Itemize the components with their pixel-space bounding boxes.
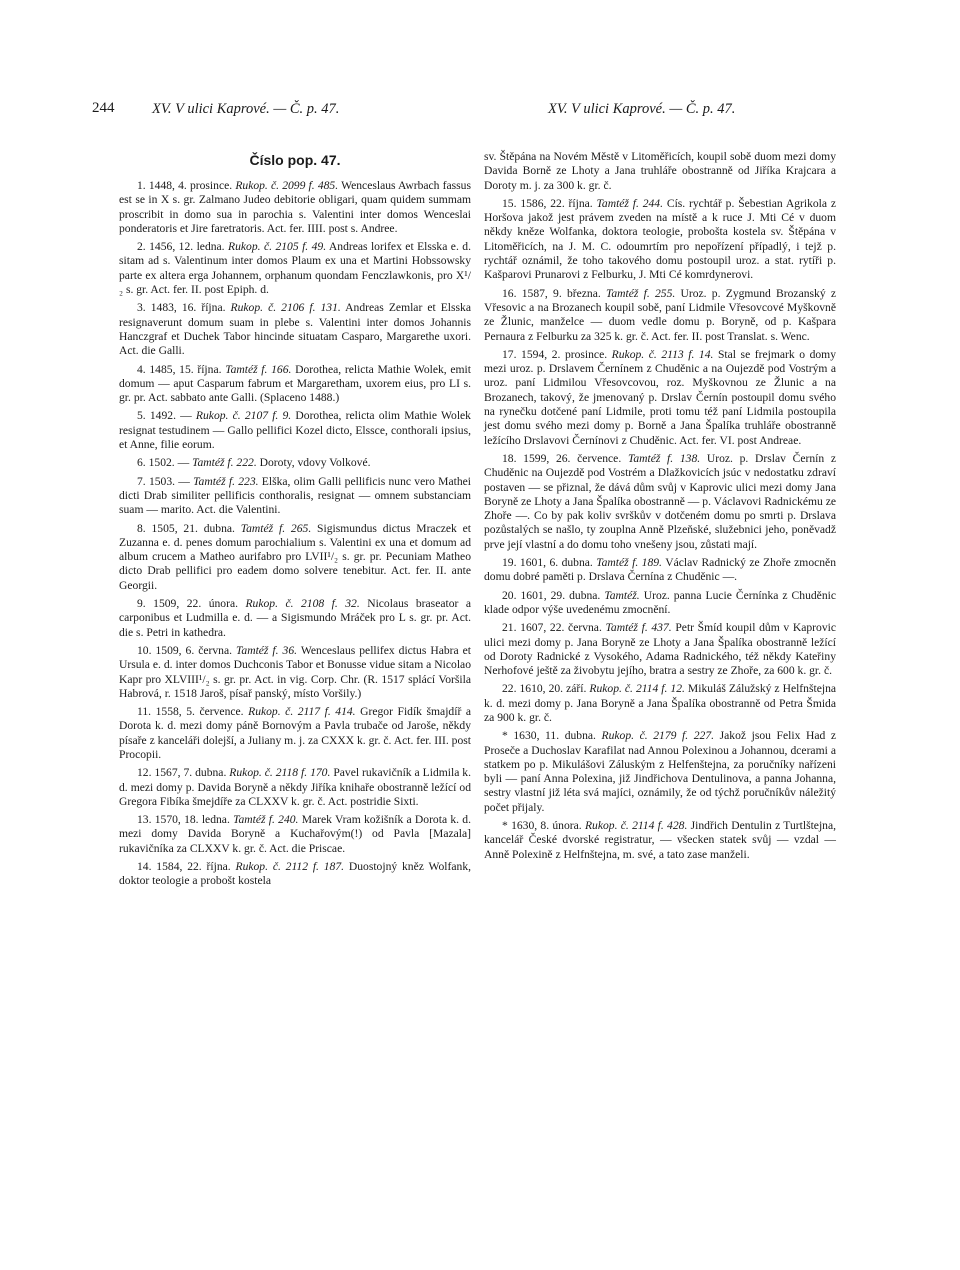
entry-text: Elška, olim Galli pellificis nunc vero Mathei dicti Drab similiter pellificis conthoralis, resignat — omnem substanciam suam — marito. Act. die Valentini. xyxy=(119,474,471,517)
entry-source: Rukop. č. 2112 f. 187. xyxy=(235,860,345,874)
entry-date: 18. 1599, 26. července. xyxy=(502,451,628,465)
page-number: 244 xyxy=(92,100,115,116)
entry-text: Cís. rychtář p. Šebestian Agrikola z Horšova jakož jest právem zveden na místě a k ruce J. Mti Cé v duom někdy kněze Wolfanka, doktora teologie, probošta kostela sv. Štěpána v Litoměřicích, na J. M. C. odoumrtím pro nepořízení případlý, i tejž p. rychtář oznámil, že toho takového domu postoupil uroz. a stat. rytíři p. Kašparovi Prunarovi z Felburku, J. Mti Cé komrdynerovi. xyxy=(484,196,837,282)
record-entry xyxy=(119,705,471,762)
entry-source: Rukop. č. 2113 f. 14. xyxy=(611,347,714,361)
entry-source: Rukop. č. 2107 f. 9. xyxy=(195,409,292,423)
entry-date: 2. 1456, 12. ledna. xyxy=(137,240,229,254)
entry-text: Andreas Zemlar et Elsska resignaverunt domum suam in plebe s. Valentini inter domos Johannis Hanczgraf et Duchek Tabor hincinde situatam Casparo, Margarethe uxori. Act. die Galli. xyxy=(119,301,471,358)
entry-date: 19. 1601, 6. dubna. xyxy=(502,556,597,570)
right-column xyxy=(484,150,836,866)
entry-source: Tamtéž f. 265. xyxy=(240,521,312,535)
record-entry xyxy=(119,301,471,358)
record-entry xyxy=(119,522,471,593)
entry-source: Tamtéž f. 255. xyxy=(605,286,676,300)
record-entry xyxy=(119,363,471,406)
record-entry xyxy=(119,766,471,809)
entry-date: 11. 1558, 5. července. xyxy=(137,705,249,719)
record-entry xyxy=(484,589,836,618)
record-entry xyxy=(119,813,471,856)
entry-date: 20. 1601, 29. dubna. xyxy=(502,588,605,602)
entry-date: 21. 1607, 22. června. xyxy=(502,621,606,635)
entry-source: Tamtéž f. 222. xyxy=(192,456,257,470)
entry-text: Marek Vram kožišník a Dorota k. d. mezi domy Davida Boryně a Kuchařovým(!) od Pavla [Mazala] rukavičníka za CLXXV k. gr. č. Act. die Priscae. xyxy=(119,813,471,855)
right-entries xyxy=(484,197,836,862)
entry-source: Tamtéž f. 189. xyxy=(596,556,662,570)
entry-text: Wenceslaus Awrbach fassus est se in X s. gr. Zalmano Judeo debitorie obligari, quam quidem summam proscribit in domo sua in parochia s. Valentini inter domos Wenceslai ponderatoris et Jire faretratoris. Act. fer. IIII. post s. Andree. xyxy=(119,179,471,235)
entry-date: 7. 1503. — xyxy=(137,474,194,488)
entry-date: 9. 1509, 22. února. xyxy=(137,597,246,611)
record-entry xyxy=(484,819,836,862)
entry-date: 3. 1483, 16. října. xyxy=(137,301,231,315)
record-entry xyxy=(119,597,471,640)
record-entry xyxy=(484,729,836,815)
record-entry xyxy=(484,682,836,725)
record-entry xyxy=(119,240,471,297)
record-entry xyxy=(484,621,836,678)
record-entry xyxy=(484,556,836,585)
record-entry xyxy=(119,409,471,452)
left-column xyxy=(119,150,471,893)
entry-source: Tamtéž f. 223. xyxy=(193,474,259,488)
entry-source: Tamtéž f. 166. xyxy=(225,362,292,376)
entry-source: Rukop. č. 2106 f. 131. xyxy=(230,301,341,315)
record-entry xyxy=(484,287,836,344)
record-entry xyxy=(119,860,471,889)
section-title: Číslo pop. 47. xyxy=(249,152,341,168)
entry-date: 22. 1610, 20. září. xyxy=(502,682,590,696)
entry-source: Rukop. č. 2114 f. 12. xyxy=(589,682,685,696)
entry-text: Stal se frejmark o domy mezi uroz. p. Drslavem Černínem z Chuděnic a na Oujezdě pod Vostrým a uroz. paní Lidmilou Vřesovcovou, roz. Myškovnou ze Žlunic a na Brozanech, takový, že jmenovaný p. Drslav Černín postoupil domu svého na rynečku dotčené paní Lidmile, proti tomu též paní Lidmila postoupila jest domu svého mezi domy p. Borně a Jana Špalíka truhláře obostranně ležícího Drslavovi Černínovi z Chuděnic. Act. fer. VI. post Andreae. xyxy=(484,347,836,447)
entry-source: Rukop. č. 2108 f. 32. xyxy=(245,597,360,611)
entry-source: Rukop. č. 2105 f. 49. xyxy=(228,240,327,254)
entry-text: Dorothea, relicta Mathie Wolek, emit domum — aput Casparum fabrum et Margaretham, uxorem eius, pro LI s. gr. pr. Act. sabbato ante Galli. (Splaceno 1488.) xyxy=(119,362,471,405)
entry-source: Rukop. č. 2114 f. 428. xyxy=(584,819,688,833)
entry-source: Tamtéž f. 240. xyxy=(233,813,299,827)
entry-text: Wenceslaus pellifex dictus Habra et Ursula e. d. inter domos Duchconis Tabor et Bonusse vidue sitam a Nicolao Kapr pro XLVIII¹/₂ s. gr. pr. Act. in vig. Corp. Chr. (R. 1517 splácí Voršila Habrová, r. 1518 Jaroš, písař panský, místo Voršily.) xyxy=(119,643,471,700)
record-entry xyxy=(119,456,471,470)
entry-text: Uroz. p. Drslav Černín z Chuděnic na Oujezdě pod Vostrém a Dlažkovicích jsúc v nedostatku zdraví postaven — se přiznal, že dává dům svůj v Kaprovic ulici mezi domy Jana Boryně ze Lhoty a Jana Špalíka obostranně — p. Václavovi Radnickému ze Zhoře —. Co by pak koliv svrškův v dotčeném domu po smrti p. Drslava pozůstalých se našlo, ty zouplna Anně Plzeňské, služebnici jeho, poněvadž prve její vlastní a do domu toho vnešeny jsou, zůstati mají. xyxy=(484,451,837,551)
running-head-right: XV. V ulici Kaprové. — Č. p. 47. xyxy=(548,101,736,117)
entry-source: Rukop. č. 2117 f. 414. xyxy=(248,705,356,719)
record-entry xyxy=(484,348,836,448)
entry-date: * 1630, 8. února. xyxy=(502,819,585,833)
entry-text: Petr Šmíd koupil dům v Kaprovic ulici mezi domy p. Jana Boryně ze Lhoty a Jana Špalíka obostranně ležící od Doroty Radnické z Vysokého, Adama Radnického, též někdy Kateřiny Nerhofové ještě za živobytu jejího, bratra a sestry ze Zhoře, za 600 k. gr. č. xyxy=(484,621,836,678)
entry-source: Tamtéž. xyxy=(604,588,640,602)
entry-date: 16. 1587, 9. března. xyxy=(502,286,606,300)
entry-text: Jindřich Dentulin z Turtlštejna, kancelář České dvorské registratur, — všecken statek svůj — vzdal — Anně Polexině z Helfnštejna, m. své, a tato zase manželi. xyxy=(484,819,837,861)
entry-date: 12. 1567, 7. dubna. xyxy=(137,766,230,780)
entry-date: 1. 1448, 4. prosince. xyxy=(137,179,236,192)
entry-date: 10. 1509, 6. června. xyxy=(137,643,237,657)
entry-text: Dorothea, relicta olim Mathie Wolek resignat testudinem — Gallo pellifici Kozel dicto, Elssce, conthorali ipsius, et Anne, filie eorum. xyxy=(119,409,471,452)
record-entry xyxy=(484,197,836,283)
record-entry xyxy=(119,644,471,701)
entry-date: 13. 1570, 18. ledna. xyxy=(137,813,234,827)
entry-text: Jakož jsou Felix Had z Proseče a Duchoslav Karafilat nad Annou Polexinou a Johannou, dcerami a statkem po p. Mikulášovi Záluským z Helfenštejna, za poručníky nařízeni byli — paní Anna Polexina, již Jindřichova Dentulinova, a panna Johanna, sestry vlastní již léta svá majíci, oznámily, že od týchž poručníkův náležitý počet přijaly. xyxy=(484,729,836,814)
entry-source: Rukop. č. 2179 f. 227. xyxy=(601,729,715,743)
entry-date: 6. 1502. — xyxy=(137,456,193,470)
entry-text: Václav Radnický ze Zhoře zmocněn domu dobré paměti p. Drslava Černína z Chuděnic —. xyxy=(484,556,837,584)
entry-date: 17. 1594, 2. prosince. xyxy=(502,347,612,361)
entry-source: Rukop. č. 2099 f. 485. xyxy=(235,179,339,192)
left-entries xyxy=(119,179,471,889)
running-header xyxy=(92,100,872,124)
entry-source: Tamtéž f. 36. xyxy=(236,643,298,657)
entry-text: Uroz. p. Zygmund Brozanský z Vřesovic a na Brozanech koupil sobě, paní Lidmile Vřesovcové Myškovně ze Žlunic, manželce — duom vedle domu p. Boryně, od p. Kašpara Pernaura z Felburku za 325 k. gr. č. Act. fer. II. post Translat. s. Wenc. xyxy=(484,286,836,343)
entry-text: Andreas lorifex et Elsska e. d. sitam ad s. Valentinum inter domos Plaum ex una et Martini Hobssowsky parte ex altera erga Johannem, orphanum quondam Fenczlawkonis, pro X¹/₂ s. gr. Act. fer. II. post Epiph. d. xyxy=(119,240,471,297)
entry-text: Sigismundus dictus Mraczek et Zuzanna e. d. penes domum parochialium s. Valentini ex una et domum ad album crucem a Matheo aurifabro pro LVII¹/₂ s. gr. pr. Pecuniam Matheo dicto Drab pellifici pro eadem domo solvere tenebitur. Act. fer. II. ante Georgii. xyxy=(119,521,471,592)
entry-text: Nicolaus braseator a carponibus et Ludmilla e. d. — a Sigismundo Mráček pro L s. gr. pr. Act. die s. Petri in kathedra. xyxy=(119,597,471,639)
entry-text: Duostojný kněz Wolfank, doktor teologie a probošt kostela xyxy=(119,860,472,888)
entry-source: Tamtéž f. 138. xyxy=(627,451,701,465)
entry-source: Tamtéž f. 244. xyxy=(596,196,664,210)
entry-date: 8. 1505, 21. dubna. xyxy=(137,521,241,535)
entry-text: Uroz. panna Lucie Černínka z Chuděnic klade odpor výše uvedenému zmocnění. xyxy=(484,588,836,616)
entry-text: Mikuláš Zálužský z Helfnštejna k. d. mezi domy p. Jana Boryně a Jana Špalíka obostranně od Petra Šmida za 900 k. gr. č. xyxy=(484,682,837,724)
record-entry xyxy=(119,179,471,236)
entry-text: Doroty, vdovy Volkové. xyxy=(256,456,371,470)
entry-source: Tamtéž f. 437. xyxy=(605,621,672,635)
entry-date: 14. 1584, 22. října. xyxy=(137,860,236,874)
entry-date: 15. 1586, 22. října. xyxy=(502,196,597,210)
record-entry xyxy=(484,452,836,552)
entry-text: Gregor Fidík šmajdíř a Dorota k. d. mezi domy páně Bornovým a Pavla trubače od Jaroše, někdy písaře z kanceláři dolejší, a Juliany m. j. za CXXX k. gr. č. Act. fer. III. post Procopii. xyxy=(119,705,471,761)
entry-source: Rukop. č. 2118 f. 170. xyxy=(229,766,331,780)
entry-text: Pavel rukavičník a Lidmila k. d. mezi domy p. Davida Boryně a někdy Jiříka knihaře obostranně ležící od Gregora Fibíka šmejdíře za CLXXV k. gr. č. Act. postridie Sixti. xyxy=(119,766,471,808)
running-head-left: XV. V ulici Kaprové. — Č. p. 47. xyxy=(152,101,340,117)
record-entry xyxy=(119,475,471,518)
continuation-paragraph: sv. Štěpána na Novém Městě v Litoměřicích, koupil sobě duom mezi domy Davida Borně ze Lhoty a Jana truhláře obostranně od Jiříka Krajcara a Doroty m. j. za 300 k. gr. č. xyxy=(484,150,836,192)
entry-date: * 1630, 11. dubna. xyxy=(502,729,602,743)
entry-date: 5. 1492. — xyxy=(137,409,196,423)
entry-date: 4. 1485, 15. října. xyxy=(137,362,226,376)
